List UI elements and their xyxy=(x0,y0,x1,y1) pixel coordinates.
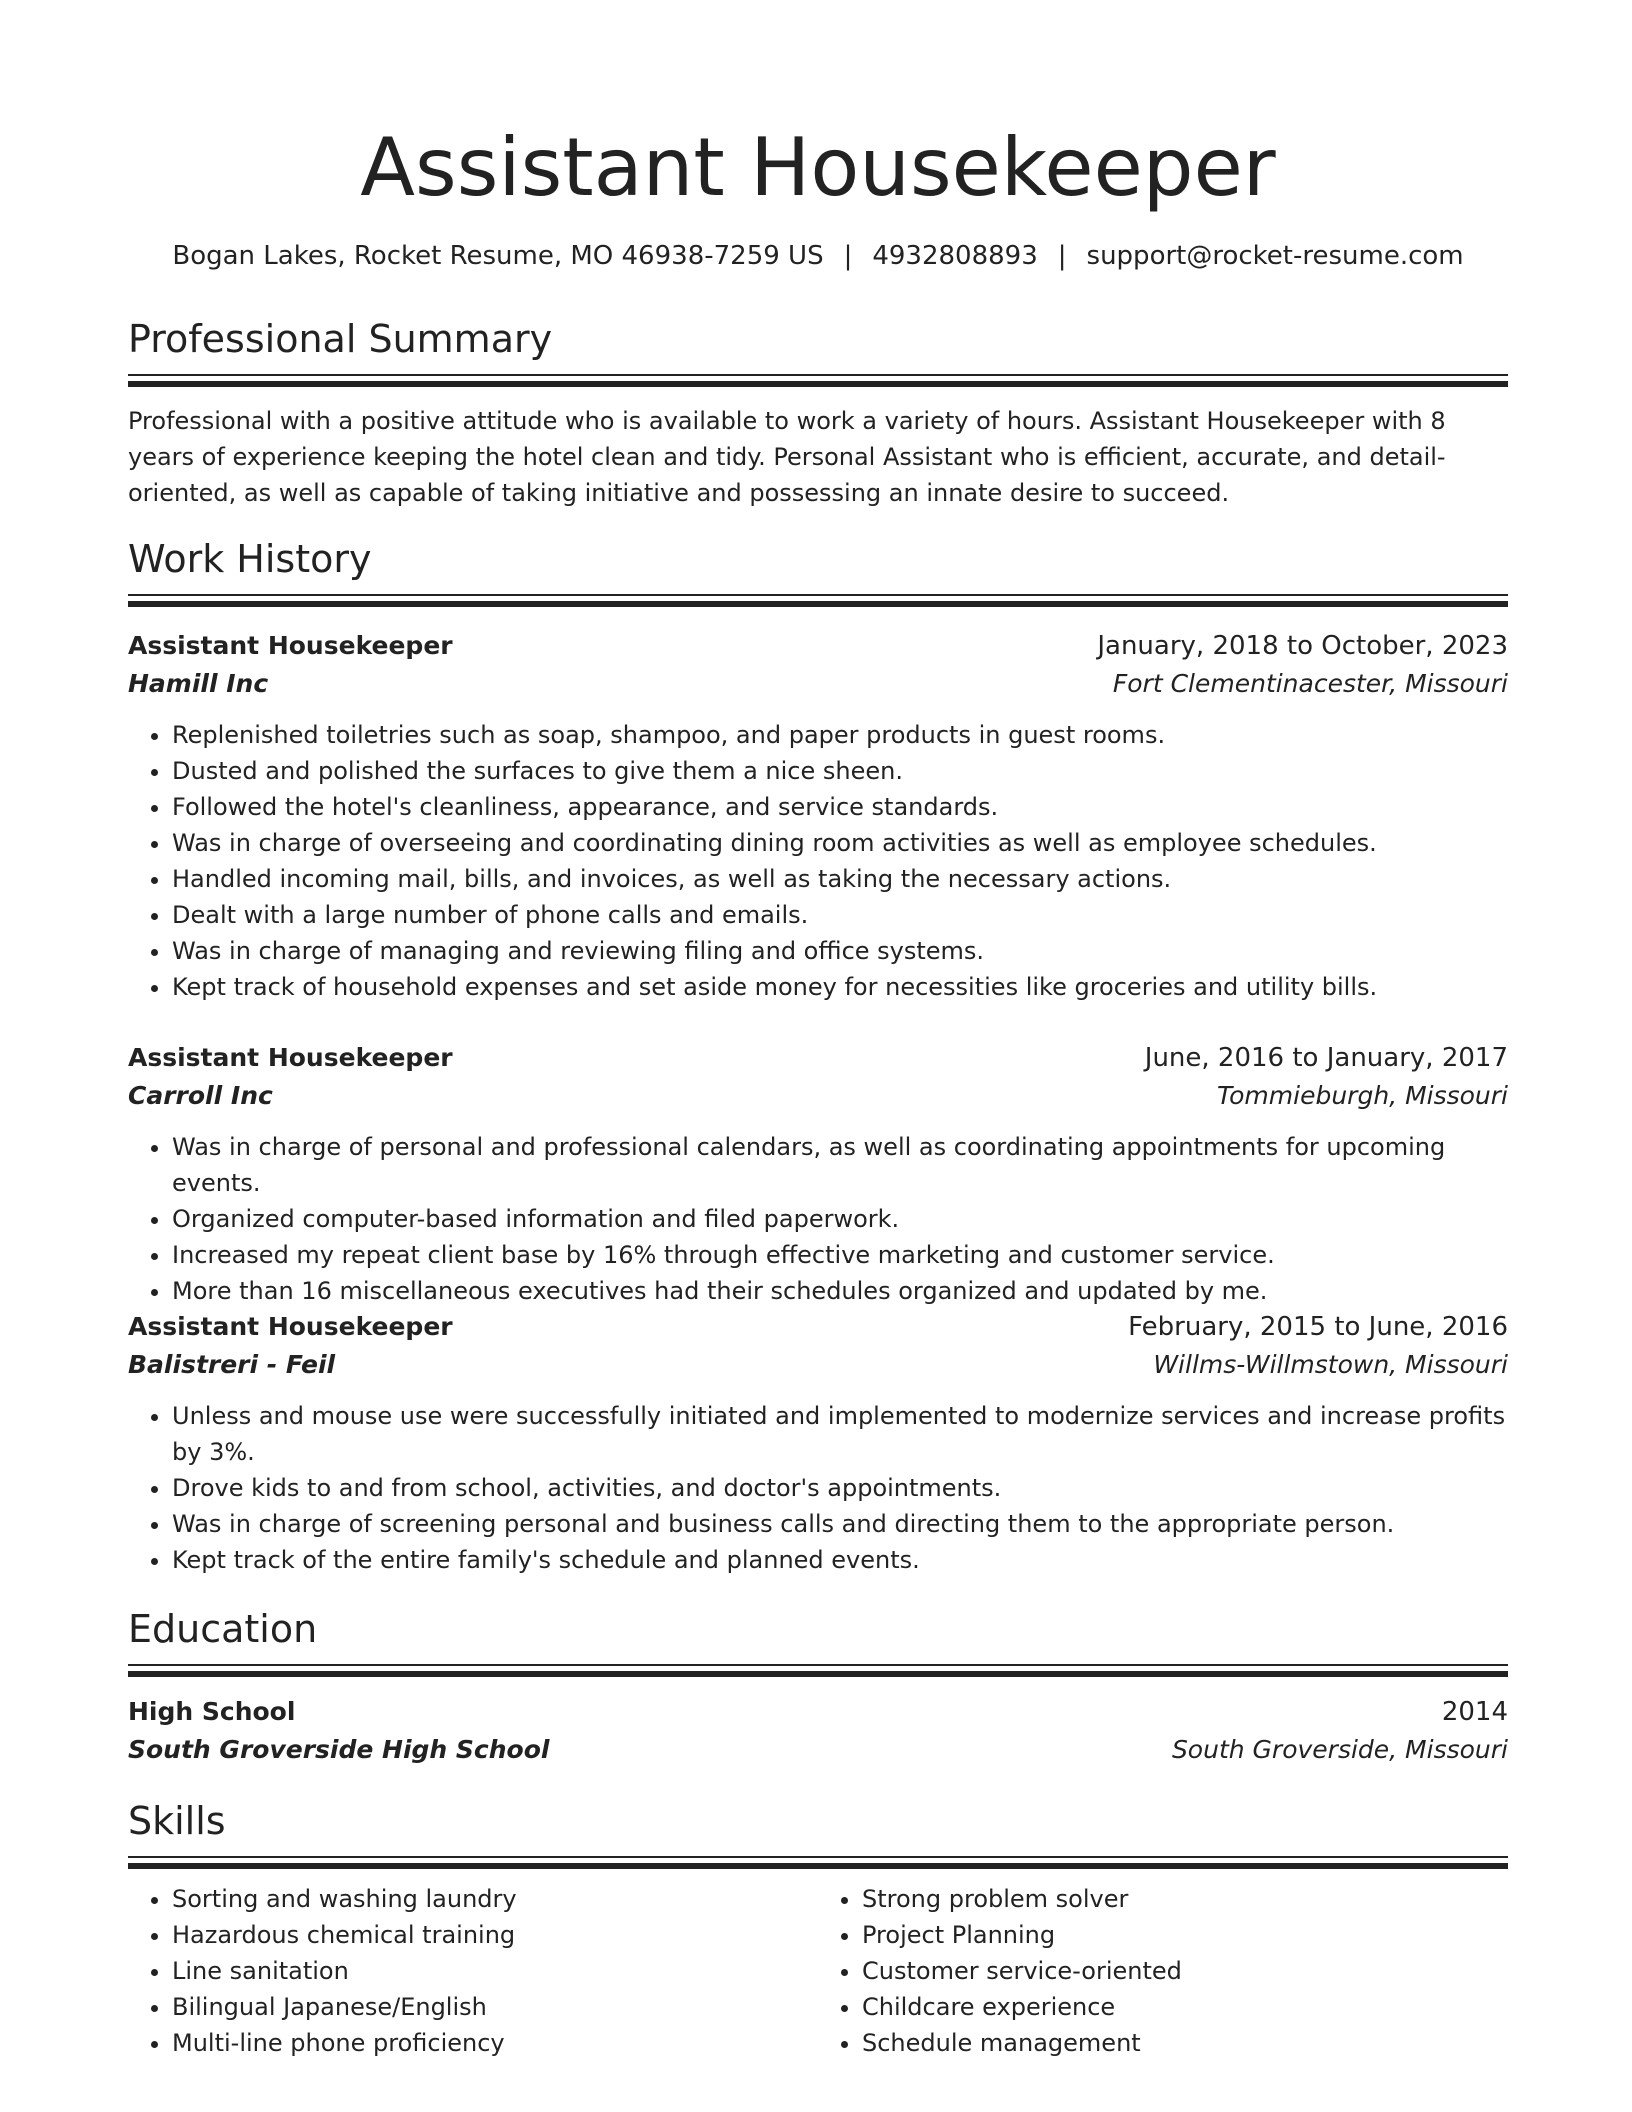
job-entry xyxy=(128,1308,1508,1578)
summary-text: Professional with a positive attitude who is available to work a variety of hours. Assistant Housekeeper with 8 years of experience keeping the hotel clean and tidy. Personal Assistant who is efficient, accurate, and detail-oriented, as well as capable of taking initiative and possessing an innate desire to succeed. xyxy=(128,407,1446,507)
list-item: • Line sanitation xyxy=(172,1953,818,1989)
job-company: Balistreri - Feil xyxy=(128,1350,336,1379)
list-item: • Organized computer-based information and filed paperwork. xyxy=(172,1201,1508,1237)
list-item: • Customer service-oriented xyxy=(862,1953,1508,1989)
section-rule xyxy=(128,1856,1508,1858)
job-location: Tommieburgh, Missouri xyxy=(1216,1081,1508,1110)
job-subheader xyxy=(128,1077,1508,1115)
section-rule-thick xyxy=(128,381,1508,387)
contact-address: Bogan Lakes, Rocket Resume, MO 46938-7259 US xyxy=(172,241,824,271)
job-title: Assistant Housekeeper xyxy=(128,631,453,660)
list-item: • Project Planning xyxy=(862,1917,1508,1953)
education-entry xyxy=(128,1693,1508,1769)
job-location: Fort Clementinacester, Missouri xyxy=(1112,669,1508,698)
list-item: • Strong problem solver xyxy=(862,1881,1508,1917)
skills-list-right xyxy=(818,1881,1508,2061)
section-rule xyxy=(128,1664,1508,1666)
contact-email: support@rocket-resume.com xyxy=(1086,241,1464,271)
job-entry xyxy=(128,1039,1508,1309)
list-item: • Was in charge of personal and professional calendars, as well as coordinating appointments for upcoming events. xyxy=(172,1129,1508,1201)
skills-list-left xyxy=(128,1881,818,2061)
education-section xyxy=(128,1604,1508,1769)
job-header xyxy=(128,627,1508,665)
contact-separator: | xyxy=(843,241,853,271)
job-header xyxy=(128,1039,1508,1077)
section-rule-thick xyxy=(128,1863,1508,1869)
section-title: Education xyxy=(128,1607,318,1651)
list-item: • More than 16 miscellaneous executives had their schedules organized and updated by me. xyxy=(172,1273,1508,1309)
list-item: • Bilingual Japanese/English xyxy=(172,1989,818,2025)
list-item: • Was in charge of managing and reviewing filing and office systems. xyxy=(172,933,1508,969)
education-header xyxy=(128,1693,1508,1731)
section-rule xyxy=(128,594,1508,596)
summary-section xyxy=(128,314,1508,511)
list-item: • Childcare experience xyxy=(862,1989,1508,2025)
list-item: • Increased my repeat client base by 16% through effective marketing and customer service. xyxy=(172,1237,1508,1273)
job-header xyxy=(128,1308,1508,1346)
education-subheader xyxy=(128,1731,1508,1769)
list-item: • Schedule management xyxy=(862,2025,1508,2061)
list-item: • Was in charge of screening personal and business calls and directing them to the appropriate person. xyxy=(172,1506,1508,1542)
job-bullets xyxy=(128,1129,1508,1309)
work-history-section xyxy=(128,534,1508,607)
job-bullets xyxy=(128,1398,1508,1578)
job-location: Willms-Willmstown, Missouri xyxy=(1153,1350,1508,1379)
section-title: Skills xyxy=(128,1799,226,1843)
section-title: Work History xyxy=(128,537,372,581)
education-school: South Groverside High School xyxy=(128,1735,550,1764)
list-item: • Sorting and washing laundry xyxy=(172,1881,818,1917)
list-item: • Hazardous chemical training xyxy=(172,1917,818,1953)
job-bullets xyxy=(128,717,1508,1005)
skills-section xyxy=(128,1796,1508,2061)
list-item: • Kept track of household expenses and set aside money for necessities like groceries and utility bills. xyxy=(172,969,1508,1005)
education-location: South Groverside, Missouri xyxy=(1171,1735,1508,1764)
list-item: • Dusted and polished the surfaces to give them a nice sheen. xyxy=(172,753,1508,789)
list-item: • Kept track of the entire family's schedule and planned events. xyxy=(172,1542,1508,1578)
list-item: • Handled incoming mail, bills, and invoices, as well as taking the necessary actions. xyxy=(172,861,1508,897)
list-item: • Followed the hotel's cleanliness, appearance, and service standards. xyxy=(172,789,1508,825)
section-rule-thick xyxy=(128,601,1508,607)
list-item: • Drove kids to and from school, activities, and doctor's appointments. xyxy=(172,1470,1508,1506)
section-rule-thick xyxy=(128,1671,1508,1677)
candidate-name: Assistant Housekeeper xyxy=(360,121,1276,214)
skills-columns xyxy=(128,1881,1508,2061)
contact-line xyxy=(128,238,1508,274)
job-dates: June, 2016 to January, 2017 xyxy=(1144,1043,1508,1073)
job-dates: January, 2018 to October, 2023 xyxy=(1097,631,1508,661)
section-title: Professional Summary xyxy=(128,317,553,361)
list-item: • Dealt with a large number of phone calls and emails. xyxy=(172,897,1508,933)
education-year: 2014 xyxy=(1441,1697,1508,1727)
job-subheader xyxy=(128,1346,1508,1384)
education-degree: High School xyxy=(128,1697,296,1726)
job-company: Hamill Inc xyxy=(128,669,269,698)
section-rule xyxy=(128,374,1508,376)
list-item: • Was in charge of overseeing and coordinating dining room activities as well as employee schedules. xyxy=(172,825,1508,861)
job-company: Carroll Inc xyxy=(128,1081,273,1110)
job-title: Assistant Housekeeper xyxy=(128,1043,453,1072)
job-subheader xyxy=(128,665,1508,703)
job-entry xyxy=(128,627,1508,1005)
list-item: • Multi-line phone proficiency xyxy=(172,2025,818,2061)
list-item: • Unless and mouse use were successfully initiated and implemented to modernize services and increase profits by 3%. xyxy=(172,1398,1508,1470)
job-title: Assistant Housekeeper xyxy=(128,1312,453,1341)
job-dates: February, 2015 to June, 2016 xyxy=(1128,1312,1508,1342)
list-item: • Replenished toiletries such as soap, shampoo, and paper products in guest rooms. xyxy=(172,717,1508,753)
contact-phone: 4932808893 xyxy=(872,241,1038,271)
contact-separator: | xyxy=(1057,241,1067,271)
